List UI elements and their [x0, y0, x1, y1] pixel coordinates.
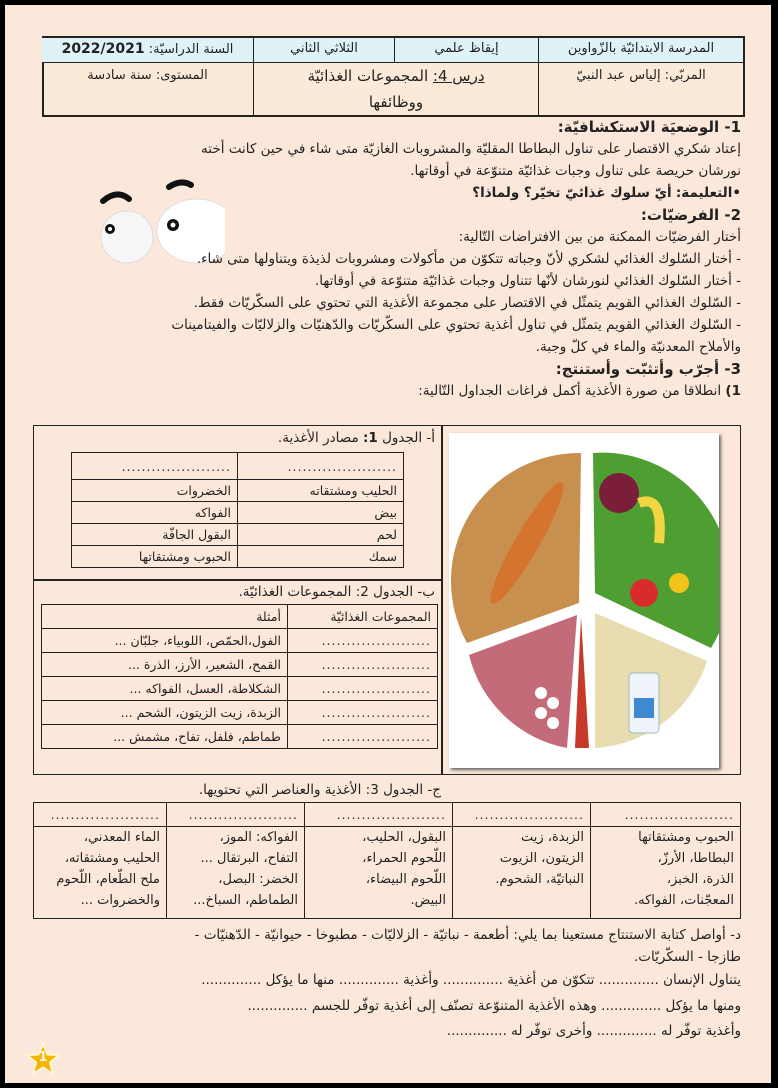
- table3-cell-proteins: [305, 827, 453, 919]
- frame-hdivider: [33, 579, 442, 581]
- table-row: [34, 827, 741, 919]
- table3-cell-grains: [591, 827, 741, 919]
- hypothesis-3: - السّلوك الغذائي القويم يتمثّل في الاقتصار على مجموعة الأغذية التي تحتوي على السكّريّات فقط.: [193, 295, 741, 311]
- cell-line: المعجّنات، الفواكه.: [634, 893, 734, 908]
- table-row: [42, 605, 438, 629]
- teacher-name: المربّي: إلياس عبد النبيّ: [538, 63, 743, 117]
- section1-title: 1- الوضعيَة الاستكشافيّة:: [557, 118, 741, 136]
- cell-line: الذرة، الخبز،: [666, 872, 734, 887]
- section3-title: 3- أجرّب وأتثبّت وأستنتج:: [555, 360, 741, 378]
- food-plate-icon: [449, 433, 719, 768]
- table1-cell: الخضروات: [72, 480, 238, 502]
- table3-header-blank[interactable]: ......................: [167, 803, 305, 827]
- food-groups-image: [449, 433, 719, 768]
- table2-cell-blank[interactable]: ......................: [288, 701, 438, 725]
- question-1: [418, 381, 741, 402]
- cell-line: البيض.: [410, 893, 446, 908]
- cell-line: الحبوب ومشتقاتها: [638, 830, 734, 845]
- conclusion-intro-line2: طازجا - السكّريّات.: [634, 949, 741, 965]
- table-row: [42, 629, 438, 653]
- table1-caption-number: 1:: [362, 430, 378, 446]
- table2-header-examples: أمثلة: [42, 605, 288, 629]
- table1-caption-prefix: أ- الجدول: [382, 430, 435, 446]
- cell-line: والخضروات ...: [80, 893, 160, 908]
- table2-cell-blank[interactable]: ......................: [288, 629, 438, 653]
- conclusion-intro-line1: د- أواصل كتابة الاستنتاج مستعينا بما يلي: أطعمة - نباتيّة - الزلاليّات - مطبوخا - حيوانيّة - الدّهنيّات -: [194, 927, 741, 943]
- table1-caption-text: مصادر الأغذية.: [277, 430, 359, 446]
- lesson-title-line2: ووظائفها: [368, 93, 424, 111]
- table1-cell: الحليب ومشتقاته: [238, 480, 404, 502]
- year-value: 2022/2021: [61, 41, 145, 57]
- table-row: [72, 480, 404, 502]
- table-row: [42, 725, 438, 749]
- table3-foods-nutrients: [33, 802, 741, 919]
- hypothesis-4-cont: والأملاح المعدنيّة والماء في كلّ وجبة.: [535, 339, 741, 355]
- hypothesis-2: - أختار السّلوك الغذائي لنورشان لأنّها تتناول وجبات غذائيّة متنوّعة في أوقاتها.: [314, 273, 741, 289]
- table3-caption: ج- الجدول 3: الأغذية والعناصر التي تحتويها.: [198, 782, 441, 798]
- page-number: 1: [38, 1050, 48, 1065]
- cell-line: الحليب ومشتقاته،: [64, 851, 160, 866]
- term: الثلاثي الثاني: [253, 38, 394, 63]
- hypothesis-1: - أختار السّلوك الغذائي لشكري لأنّ وجباته تتكوّن من مأكولات ومشروبات لذيذة ويتناولها متى شاء.: [196, 251, 741, 267]
- school-name: المدرسة الابتدائيّة بالزّواوين: [538, 38, 743, 63]
- cell-line: الفواكه: الموز،: [219, 830, 298, 845]
- table2-header-groups: المجموعات الغذائيّة: [288, 605, 438, 629]
- table2-cell-blank[interactable]: ......................: [288, 653, 438, 677]
- question-1-number: 1): [725, 383, 741, 399]
- page-number-badge: [25, 1042, 61, 1076]
- cell-line: الطماطم، السباخ...: [193, 893, 298, 908]
- header-table: [42, 36, 745, 117]
- table1-cell: الحبوب ومشتقاتها: [72, 546, 238, 568]
- cell-line: البقول، الحليب،: [362, 830, 446, 845]
- level: المستوى: سنة سادسة: [87, 68, 208, 83]
- table-row: [72, 546, 404, 568]
- table1-cell: البقول الجافّة: [72, 524, 238, 546]
- table3-header-blank[interactable]: ......................: [591, 803, 741, 827]
- table3-cell-vitamins: [167, 827, 305, 919]
- table3-cell-minerals: [34, 827, 167, 919]
- school-year: [42, 38, 253, 63]
- table2-food-groups: [41, 604, 438, 749]
- table1-caption: [278, 428, 435, 449]
- cell-line: الماء المعدني،: [83, 830, 160, 845]
- cell-line: اللّحوم البيضاء،: [365, 872, 446, 887]
- table2-cell: القمح، الشعير، الأرز، الذرة ...: [42, 653, 288, 677]
- lesson-title: [253, 63, 538, 117]
- table3-cell-fats: [453, 827, 591, 919]
- section2-title: 2- الفرضيّات:: [640, 206, 741, 224]
- instruction: [472, 183, 741, 204]
- table-row: [42, 701, 438, 725]
- table2-cell: الفول،الحمّص، اللوبياء، جلبّان ...: [42, 629, 288, 653]
- cell-line: الزبدة، زيت: [521, 830, 584, 845]
- worksheet-page: [5, 5, 771, 1083]
- table1-cell-blank[interactable]: ......................: [238, 453, 404, 480]
- table3-header-blank[interactable]: ......................: [453, 803, 591, 827]
- conclusion-line1[interactable]: يتناول الإنسان .............. تتكوّن من أغذية .............. وأغذية .............. منها ما يؤكل ..............: [201, 972, 741, 988]
- instruction-label: •التعليمة:: [675, 185, 741, 201]
- cell-line: اللّحوم الحمراء،: [362, 851, 446, 866]
- table2-cell-blank[interactable]: ......................: [288, 725, 438, 749]
- table-row: [42, 653, 438, 677]
- frame-divider: [441, 425, 443, 775]
- table2-cell: الشكلاطة، العسل، الفواكه ...: [42, 677, 288, 701]
- conclusion-line3[interactable]: وأغذية توفّر له .............. وأخرى توفّر له ..............: [446, 1023, 741, 1039]
- table3-header-blank[interactable]: ......................: [34, 803, 167, 827]
- cell-line: ملح الطّعام، اللّحوم: [56, 872, 160, 887]
- hypothesis-4: - السّلوك الغذائي القويم يتمثّل في تناول أغذية تحتوي على السكّريّات والدّهنيّات والزلاليّات والفيتامينات: [171, 317, 741, 333]
- table1-cell: لحم: [238, 524, 404, 546]
- table-row: [42, 677, 438, 701]
- table1-cell: بيض: [238, 502, 404, 524]
- table3-header-blank[interactable]: ......................: [305, 803, 453, 827]
- cell-line: الزيتون، الزيوت: [499, 851, 584, 866]
- instruction-text: أيّ سلوك غذائيّ تخيّر؟ ولماذا؟: [472, 185, 672, 201]
- cell-line: التفاح، البرتقال ...: [200, 851, 298, 866]
- table2-cell: طماطم، فلفل، تفاح، مشمش ...: [42, 725, 288, 749]
- table1-food-sources: [71, 452, 404, 568]
- lesson-number: درس 4:: [432, 67, 485, 85]
- lesson-title-line1: المجموعات الغذائيّة: [307, 67, 429, 85]
- conclusion-line2[interactable]: ومنها ما يؤكل .............. وهذه الأغذية المتنوّعة تصنّف إلى أغذية توفّر للجسم ..............: [247, 998, 741, 1014]
- table1-cell: الفواكه: [72, 502, 238, 524]
- table-row: [34, 803, 741, 827]
- table-row: [72, 524, 404, 546]
- table-row: [72, 453, 404, 480]
- situation-line2: نورشان حريصة على تناول وجبات غذائيّة متنوّعة في أوقاتها.: [410, 163, 741, 179]
- year-label: السنة الدراسيّة:: [148, 42, 234, 57]
- subject: إيقاظ علمي: [394, 38, 538, 63]
- cell-line: البطاطا، الأرزّ،: [657, 851, 734, 866]
- table2-caption: ب- الجدول 2: المجموعات الغذائيّة.: [238, 584, 435, 600]
- question-1-text: انطلاقا من صورة الأغذية أكمل فراغات الجداول التّالية:: [418, 383, 722, 399]
- hypotheses-intro: أختار الفرضيّات الممكنة من بين الافتراضات التّالية:: [458, 229, 741, 245]
- table2-cell: الزبدة، زيت الزيتون، الشحم ...: [42, 701, 288, 725]
- table-row: [72, 502, 404, 524]
- table1-cell: سمك: [238, 546, 404, 568]
- cell-line: النباتيّة، الشحوم.: [495, 872, 584, 887]
- table2-cell-blank[interactable]: ......................: [288, 677, 438, 701]
- cell-line: الخضر: البصل،: [218, 872, 298, 887]
- table1-cell-blank[interactable]: ......................: [72, 453, 238, 480]
- situation-line1: إعتاد شكري الاقتصار على تناول البطاطا المقليّة والمشروبات الغازيّة متى شاء في حين كانت أخته: [201, 141, 741, 157]
